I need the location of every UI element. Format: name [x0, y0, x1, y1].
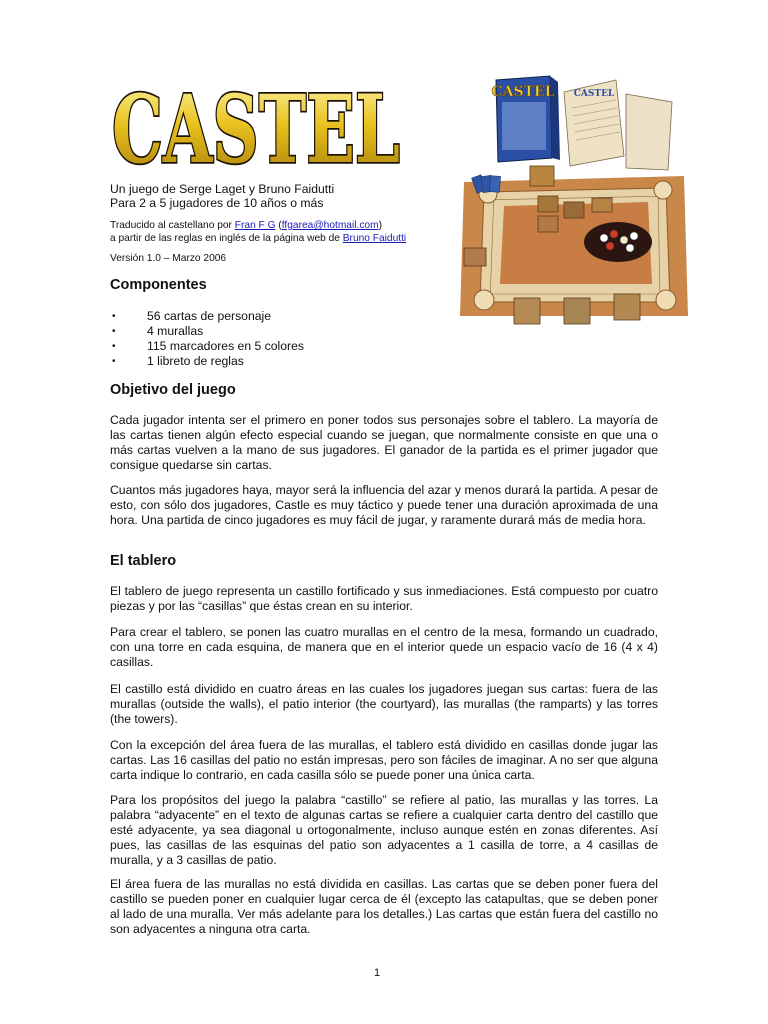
board-paragraph-1: El tablero de juego representa un castillo fortificado y sus inmediaciones. Está compuesto por cuatro piezas y por las “casillas” que éstas crean en su interior. — [110, 584, 658, 613]
translator-email-link[interactable]: ffgarea@hotmail.com — [281, 220, 379, 231]
players-line: Para 2 a 5 jugadores de 10 años o más — [110, 196, 324, 210]
translator-link[interactable]: Fran F G — [234, 220, 276, 231]
box-title: CASTEL — [491, 84, 555, 100]
version-line: Versión 1.0 – Marzo 2006 — [110, 253, 227, 264]
objective-paragraph-2: Cuantos más jugadores haya, mayor será la influencia del azar y menos durará la partida. A pesar de esto, con sólo dos jugadores, Castle es muy táctico y puede tener una duración aproximada de una hora. Una partida de cinco jugadores es muy fácil de jugar, y raramente durará más de media hora. — [110, 483, 658, 527]
board-heading: El tablero — [110, 553, 177, 569]
paren-close: ) — [378, 220, 382, 231]
list-item: • 4 murallas — [110, 324, 304, 339]
source-prefix: a partir de las reglas en inglés de la página web de — [110, 233, 343, 244]
list-item: • 115 marcadores en 5 colores — [110, 339, 304, 354]
faidutti-link[interactable]: Bruno Faidutti — [342, 233, 407, 244]
logo-text: CASTEL — [112, 80, 400, 176]
components-heading: Componentes — [110, 277, 207, 293]
paren-open: ( — [275, 220, 282, 231]
components-list — [110, 309, 304, 369]
castel-logo — [108, 80, 404, 176]
source-line — [110, 232, 406, 245]
objective-paragraph-1: Cada jugador intenta ser el primero en poner todos sus personajes sobre el tablero. La mayoría de las cartas tienen algún efecto especial cuando se juegan, que normalmente consiste en que una o más cartas vuelven a la mano de sus jugadores. El ganador de la partida es el primer jugador que consigue quedarse sin cartas. — [110, 413, 658, 472]
board-paragraph-5: Para los propósitos del juego la palabra “castillo” se refiere al patio, las murallas y las torres. La palabra “adyacente” en el texto de algunas cartas se refiere a cualquier carta dentro del castillo que esté adyacente, ya sea diagonal u ortogonalmente, incluso aunque estén en zonas diferentes. Así pues, las casillas de las esquinas del patio son adyacentes a 1 casilla de torre, a 4 casillas de muralla, y a 3 casillas de patio. — [110, 793, 658, 867]
board-paragraph-3: El castillo está dividido en cuatro áreas en las cuales los jugadores juegan sus cartas: fuera de las murallas (outside the walls), el patio interior (the courtyard), las murallas (the ramparts) y las torres (the towers). — [110, 682, 658, 726]
authors-line: Un juego de Serge Laget y Bruno Faidutti — [110, 182, 335, 196]
booklet-title: CASTEL — [573, 89, 615, 99]
translation-line — [110, 219, 382, 232]
page-number: 1 — [374, 967, 381, 979]
board-paragraph-6: El área fuera de las murallas no está dividida en casillas. Las cartas que se deben poner fuera del castillo se pueden poner en cualquier lugar cerca de él (excepto las catapultas, que se deben poner al lado de una muralla. Ver más adelante para los detalles.) Las cartas que están fuera del castillo no son adyacentes a ninguna otra carta. — [110, 877, 658, 936]
translated-prefix: Traducido al castellano por — [110, 220, 235, 231]
board-paragraph-4: Con la excepción del área fuera de las murallas, el tablero está dividido en casillas donde jugar las cartas. Las 16 casillas del patio no están impresas, pero son fáciles de imaginar. A no ser que alguna carta indique lo contrario, en cada casilla sólo se puede poner una única carta. — [110, 738, 658, 782]
game-photo — [458, 72, 690, 330]
board-paragraph-2: Para crear el tablero, se ponen las cuatro murallas en el centro de la mesa, formando un cuadrado, con una torre en cada esquina, de manera que en el interior quede un espacio vacío de 16 (4 x 4) casillas. — [110, 625, 658, 669]
list-item: • 1 libreto de reglas — [110, 354, 304, 369]
list-item: • 56 cartas de personaje — [110, 309, 304, 324]
objective-heading: Objetivo del juego — [110, 382, 236, 398]
